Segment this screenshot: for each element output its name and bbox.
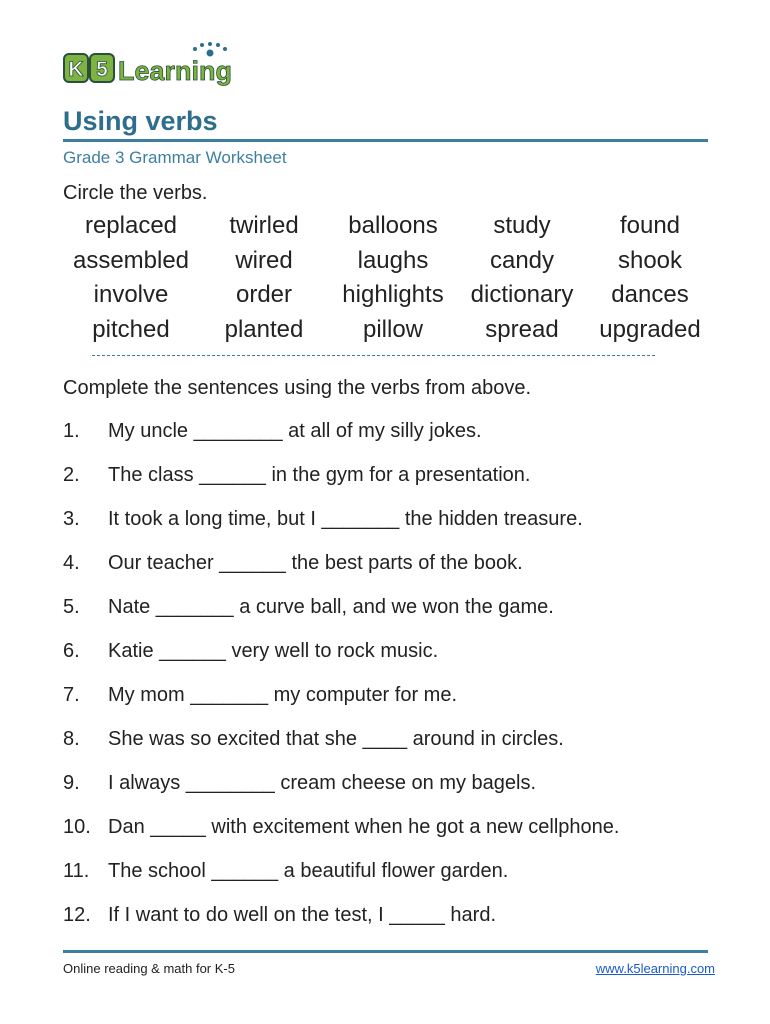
word-cell[interactable]: wired: [235, 246, 293, 274]
sentence-text: If I want to do well on the test, I _____ hard.: [108, 904, 497, 926]
sentence-item: [63, 640, 723, 684]
svg-text:5: 5: [96, 58, 108, 81]
word-cell[interactable]: shook: [617, 246, 683, 274]
word-cell[interactable]: dictionary: [470, 281, 574, 308]
word-cell[interactable]: spread: [485, 315, 559, 343]
sentence-text: Dan _____ with excitement when he got a new cellphone.: [108, 816, 620, 838]
verb-word-grid: [62, 209, 712, 347]
sentence-item: [63, 464, 723, 508]
sentence-item: [63, 596, 723, 640]
title-divider: [63, 139, 708, 142]
word-cell[interactable]: assembled: [72, 246, 190, 274]
word-cell[interactable]: replaced: [84, 212, 178, 239]
word-cell[interactable]: involve: [93, 281, 169, 308]
word-cell[interactable]: highlights: [342, 281, 444, 308]
sentence-text: The class ______ in the gym for a presentation.: [108, 464, 531, 486]
sentence-item: [63, 772, 723, 816]
sentence-item: [63, 552, 723, 596]
sentence-text: I always ________ cream cheese on my bagels.: [108, 772, 537, 794]
word-cell[interactable]: twirled: [229, 212, 299, 239]
sentence-number: 5.: [63, 596, 80, 618]
footer-website-link[interactable]: www.k5learning.com: [595, 961, 715, 976]
logo-wordmark: Learning: [118, 56, 233, 86]
sentence-number: 7.: [63, 684, 80, 706]
sentence-number: 11.: [63, 860, 90, 882]
word-cell[interactable]: order: [235, 281, 293, 308]
sentence-text: The school ______ a beautiful flower garden.: [108, 860, 509, 882]
sentence-number: 3.: [63, 508, 80, 530]
sentence-text: Katie ______ very well to rock music.: [108, 640, 439, 662]
sentence-text: Our teacher ______ the best parts of the book.: [108, 552, 523, 574]
stars-icon: [193, 42, 227, 57]
word-cell[interactable]: found: [619, 212, 681, 239]
sentence-item: [63, 684, 723, 728]
k5-learning-logo: [62, 40, 262, 98]
sentence-number: 6.: [63, 640, 80, 662]
sentence-number: 9.: [63, 772, 80, 794]
sentence-list: [63, 420, 723, 948]
footer-divider: [63, 950, 708, 953]
word-cell[interactable]: pillow: [362, 315, 424, 343]
sentence-item: [63, 420, 723, 464]
complete-instruction: Complete the sentences using the verbs from above.: [63, 377, 532, 399]
sentence-text: Nate _______ a curve ball, and we won the game.: [108, 596, 554, 618]
dashed-divider: [92, 355, 655, 356]
sentence-item: [63, 508, 723, 552]
sentence-text: My mom _______ my computer for me.: [108, 684, 458, 706]
word-cell[interactable]: laughs: [357, 246, 429, 274]
word-cell[interactable]: pitched: [92, 315, 170, 343]
sentence-item: [63, 816, 723, 860]
sentence-number: 8.: [63, 728, 80, 750]
page-title: Using verbs: [63, 106, 218, 136]
sentence-item: [63, 904, 723, 948]
sentence-number: 4.: [63, 552, 80, 574]
k5-badge-icon: [64, 54, 114, 82]
circle-instruction: Circle the verbs.: [63, 182, 208, 204]
word-cell[interactable]: upgraded: [599, 315, 701, 343]
sentence-number: 1.: [63, 420, 80, 442]
svg-text:K: K: [68, 58, 84, 81]
sentence-number: 2.: [63, 464, 80, 486]
sentence-number: 10.: [63, 816, 91, 838]
sentence-text: She was so excited that she ____ around in circles.: [108, 728, 564, 750]
sentence-item: [63, 860, 723, 904]
word-cell[interactable]: dances: [611, 281, 689, 308]
sentence-text: My uncle ________ at all of my silly jokes.: [108, 420, 482, 442]
footer-tagline: Online reading & math for K-5: [63, 961, 235, 976]
sentence-text: It took a long time, but I _______ the hidden treasure.: [108, 508, 583, 530]
worksheet-subtitle: Grade 3 Grammar Worksheet: [63, 148, 287, 167]
word-cell[interactable]: candy: [489, 246, 555, 274]
sentence-item: [63, 728, 723, 772]
sentence-number: 12.: [63, 904, 91, 926]
word-cell[interactable]: study: [493, 212, 551, 239]
word-cell[interactable]: planted: [224, 315, 304, 343]
word-cell[interactable]: balloons: [348, 212, 438, 239]
